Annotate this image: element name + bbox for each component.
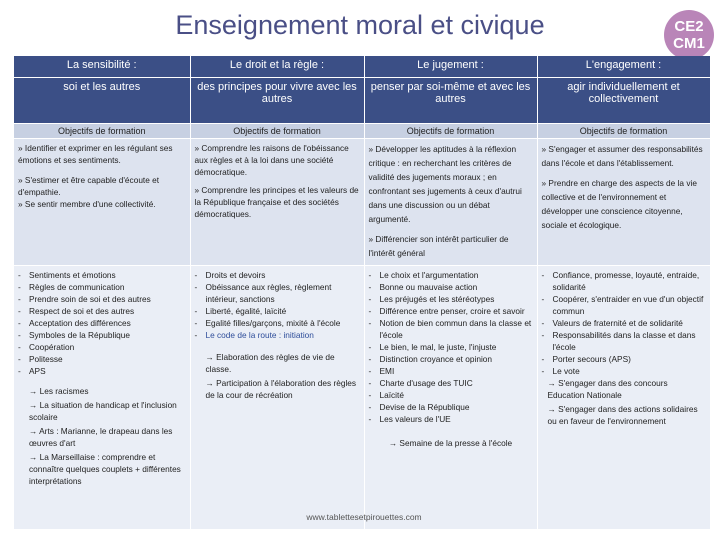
list-item: - Egalité filles/garçons, mixité à l'école [194, 317, 341, 328]
objectif-text: » Développer les aptitudes à la réflexion critique : en recherchant les critères de validité des jugements moraux ; en confrontant ses jugements à ceux d'autrui dans une discussion ou un débat argumenté. [368, 143, 522, 224]
content-list [18, 269, 186, 377]
objectif-text: » Différencier son intérêt particulier de l'intérêt général [368, 233, 509, 258]
list-item: - Porter secours (APS) [541, 353, 631, 364]
footer-url: www.tablettesetpirouettes.com [306, 512, 422, 522]
col2-header-theme: Le droit et la règle : [190, 56, 364, 77]
contents-row [14, 265, 710, 529]
col1-header-subtheme: soi et les autres [14, 77, 190, 123]
list-item: - Les valeurs de l'UE [368, 413, 451, 424]
col3-header-subtheme: penser par soi-même et avec les autres [364, 77, 537, 123]
list-item: - Différence entre penser, croire et savoir [368, 305, 525, 316]
col3-header-theme: Le jugement : [364, 56, 537, 77]
list-item: - Valeurs de fraternité et de solidarité [541, 317, 683, 328]
list-item: - Responsabilités dans la classe et dans l'école [541, 329, 696, 352]
col4-header-theme: L'engagement : [537, 56, 710, 77]
badge-line-2: CM1 [673, 35, 705, 52]
objectif-text: » Comprendre les principes et les valeurs de la République française et des sociétés démocratiques. [194, 184, 359, 219]
list-item: - Le bien, le mal, le juste, l'injuste [368, 341, 497, 352]
arrow-item: → La situation de handicap et l'inclusion scolaire [29, 399, 177, 422]
objectif-text: » Se sentir membre d'une collectivité. [18, 198, 156, 209]
curriculum-table [14, 56, 711, 530]
col4-objectifs-label: Objectifs de formation [537, 123, 710, 138]
list-item: - Acceptation des différences [18, 317, 131, 328]
col2-header-subtheme: des principes pour vivre avec les autres [190, 77, 364, 123]
objectifs-row [14, 138, 710, 265]
level-badge [664, 10, 714, 60]
list-item: - Sentiments et émotions [18, 269, 116, 280]
list-item: - Obéissance aux règles, règlement intérieur, sanctions [194, 281, 332, 304]
col4-header-subtheme: agir individuellement et collectivement [537, 77, 710, 123]
col4-objectifs [537, 138, 710, 265]
list-item: - Droits et devoirs [194, 269, 266, 280]
list-item: - Respect de soi et des autres [18, 305, 135, 316]
arrow-item: → Les racismes [29, 385, 89, 396]
page-title: Enseignement moral et civique [175, 10, 545, 40]
col1-objectifs [14, 138, 190, 265]
col2-objectifs-label: Objectifs de formation [190, 123, 364, 138]
content-list [369, 269, 533, 425]
col3-objectifs [364, 138, 537, 265]
list-item: - Le vote [541, 365, 580, 376]
objectif-text: » Prendre en charge des aspects de la vie collective et de l'environnement et développer une conscience citoyenne, sociale et écologique. [541, 177, 697, 230]
list-item: - Les préjugés et les stéréotypes [368, 293, 495, 304]
objectif-text: » Identifier et exprimer en les régulant ses émotions et ses sentiments. [18, 142, 173, 165]
arrow-item: → Arts : Marianne, le drapeau dans les œuvres d'art [29, 425, 173, 448]
col2-contents [190, 265, 364, 529]
list-item: - Symboles de la République [18, 329, 131, 340]
col3-contents [364, 265, 537, 529]
col1-contents [14, 265, 190, 529]
header-row-subthemes [14, 77, 710, 123]
list-item: - Distinction croyance et opinion [368, 353, 493, 364]
badge-line-1: CE2 [674, 18, 704, 35]
arrow-item: → S'engager dans des concours Education Nationale [547, 377, 668, 400]
arrow-item: → Elaboration des règles de vie de classe. [205, 351, 335, 374]
objectif-text: » S'estimer et être capable d'écoute et d'empathie. [18, 174, 160, 197]
list-item: - EMI [368, 365, 395, 376]
col1-objectifs-label: Objectifs de formation [14, 123, 190, 138]
content-list [195, 269, 360, 341]
arrow-item: → Participation à l'élaboration des règles de la cour de récréation [205, 377, 357, 400]
arrow-item: → S'engager dans des actions solidaires ou en faveur de l'environnement [547, 403, 698, 426]
col3-objectifs-label: Objectifs de formation [364, 123, 537, 138]
list-item: - Liberté, égalité, laïcité [194, 305, 287, 316]
col2-objectifs [190, 138, 364, 265]
arrow-item: → La Marseillaise : comprendre et connaître quelques couplets + différentes interprétations [29, 451, 181, 486]
list-item: - Devise de la République [368, 401, 470, 412]
list-item: - Bonne ou mauvaise action [368, 281, 478, 292]
list-item: - Le code de la route : initiation [194, 329, 314, 340]
list-item: - Règles de communication [18, 281, 125, 292]
objectifs-label-row [14, 123, 710, 138]
list-item: - Le choix et l'argumentation [368, 269, 479, 280]
header-row-themes [14, 56, 710, 77]
content-list [542, 269, 706, 377]
list-item: - Politesse [18, 353, 63, 364]
list-item: - Charte d'usage des TUIC [368, 377, 473, 388]
objectif-text: » S'engager et assumer des responsabilités dans l'école et dans l'établissement. [541, 143, 703, 168]
list-item: - Confiance, promesse, loyauté, entraide, solidarité [541, 269, 700, 292]
list-item: - Coopérer, s'entraider en vue d'un objectif commun [541, 293, 704, 316]
list-item: - Prendre soin de soi et des autres [18, 293, 151, 304]
col1-header-theme: La sensibilité : [14, 56, 190, 77]
arrow-item: → Semaine de la presse à l'école [388, 437, 513, 448]
list-item: - Laïcité [368, 389, 404, 400]
list-item: - Notion de bien commun dans la classe et l'école [368, 317, 532, 340]
list-item: - Coopération [18, 341, 75, 352]
col4-contents [537, 265, 710, 529]
objectif-text: » Comprendre les raisons de l'obéissance aux règles et à la loi dans une société démocratique. [194, 142, 349, 177]
list-item: - APS [18, 365, 46, 376]
